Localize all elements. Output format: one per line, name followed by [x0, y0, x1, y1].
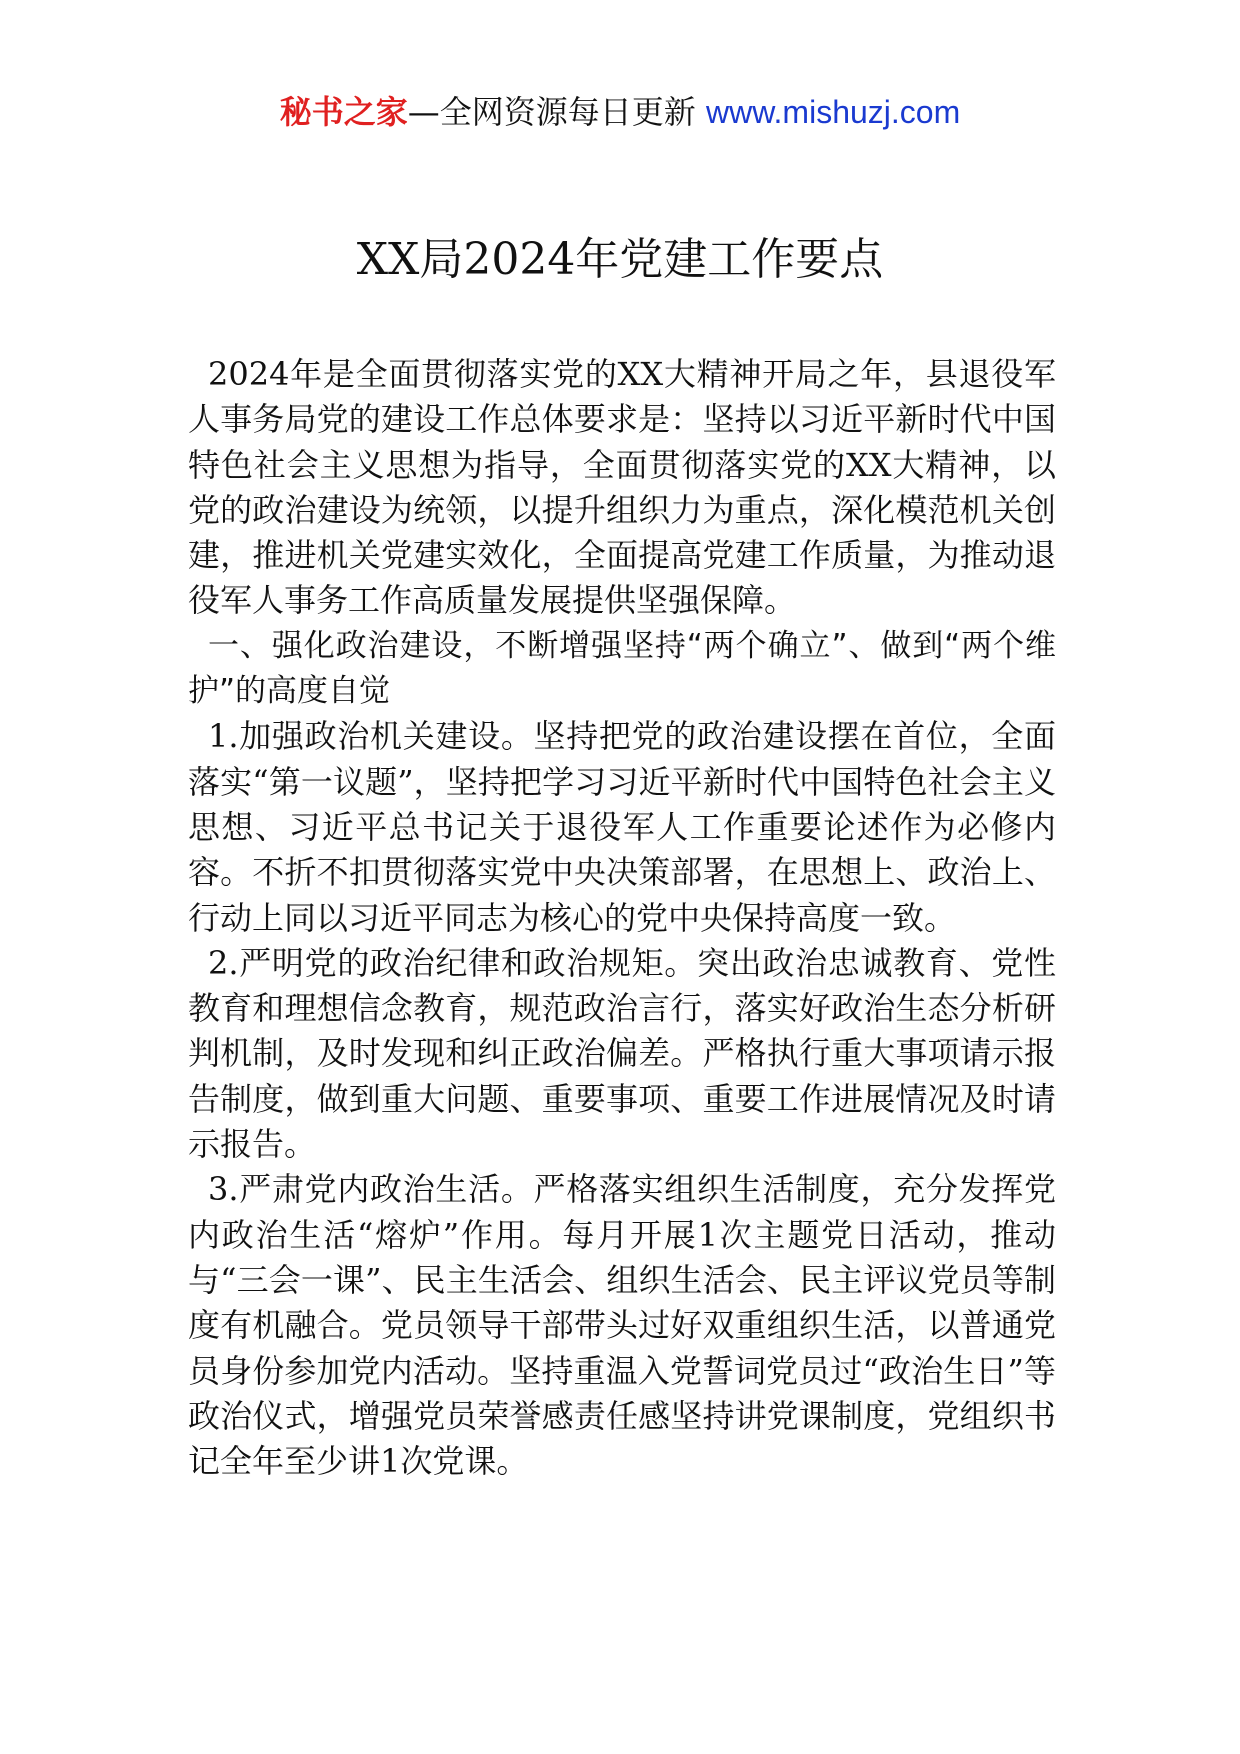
site-header	[0, 90, 1240, 134]
paragraph-item-1: 1.加强政治机关建设。坚持把党的政治建设摆在首位，全面落实“第一议题”，坚持把学习习近平新时代中国特色社会主义思想、习近平总书记关于退役军人工作重要论述作为必修内容。不折不扣贯彻落实党中央决策部署，在思想上、政治上、行动上同以习近平同志为核心的党中央保持高度一致。	[188, 717, 1056, 937]
site-brand: 秘书之家	[279, 93, 408, 131]
site-tagline: —全网资源每日更新	[407, 93, 696, 131]
paragraph-item-3: 3.严肃党内政治生活。严格落实组织生活制度，充分发挥党内政治生活“熔炉”作用。每月开展1次主题党日活动，推动与“三会一课”、民主生活会、组织生活会、民主评议党员等制度有机融合。党员领导干部带头过好双重组织生活，以普通党员身份参加党内活动。坚持重温入党誓词党员过“政治生日”等政治仪式，增强党员荣誉感责任感坚持讲党课制度，党组织书记全年至少讲1次党课。	[188, 1170, 1056, 1481]
intro-paragraph: 2024年是全面贯彻落实党的XX大精神开局之年，县退役军人事务局党的建设工作总体要求是：坚持以习近平新时代中国特色社会主义思想为指导，全面贯彻落实党的XX大精神，以党的政治建设为统领，以提升组织力为重点，深化模范机关创建，推进机关党建实效化，全面提高党建工作质量，为推动退役军人事务工作高质量发展提供坚强保障。	[188, 355, 1056, 620]
paragraph-item-2: 2.严明党的政治纪律和政治规矩。突出政治忠诚教育、党性教育和理想信念教育，规范政治言行，落实好政治生态分析研判机制，及时发现和纠正政治偏差。严格执行重大事项请示报告制度，做到重大问题、重要事项、重要工作进展情况及时请示报告。	[188, 943, 1056, 1164]
site-url-link[interactable]: www.mishuzj.com	[705, 94, 961, 130]
document-title: XX局2024年党建工作要点	[356, 234, 884, 285]
document-body	[188, 352, 1056, 1484]
section-heading-1: 一、强化政治建设，不断增强坚持“两个确立”、做到“两个维护”的高度自觉	[188, 627, 1056, 710]
